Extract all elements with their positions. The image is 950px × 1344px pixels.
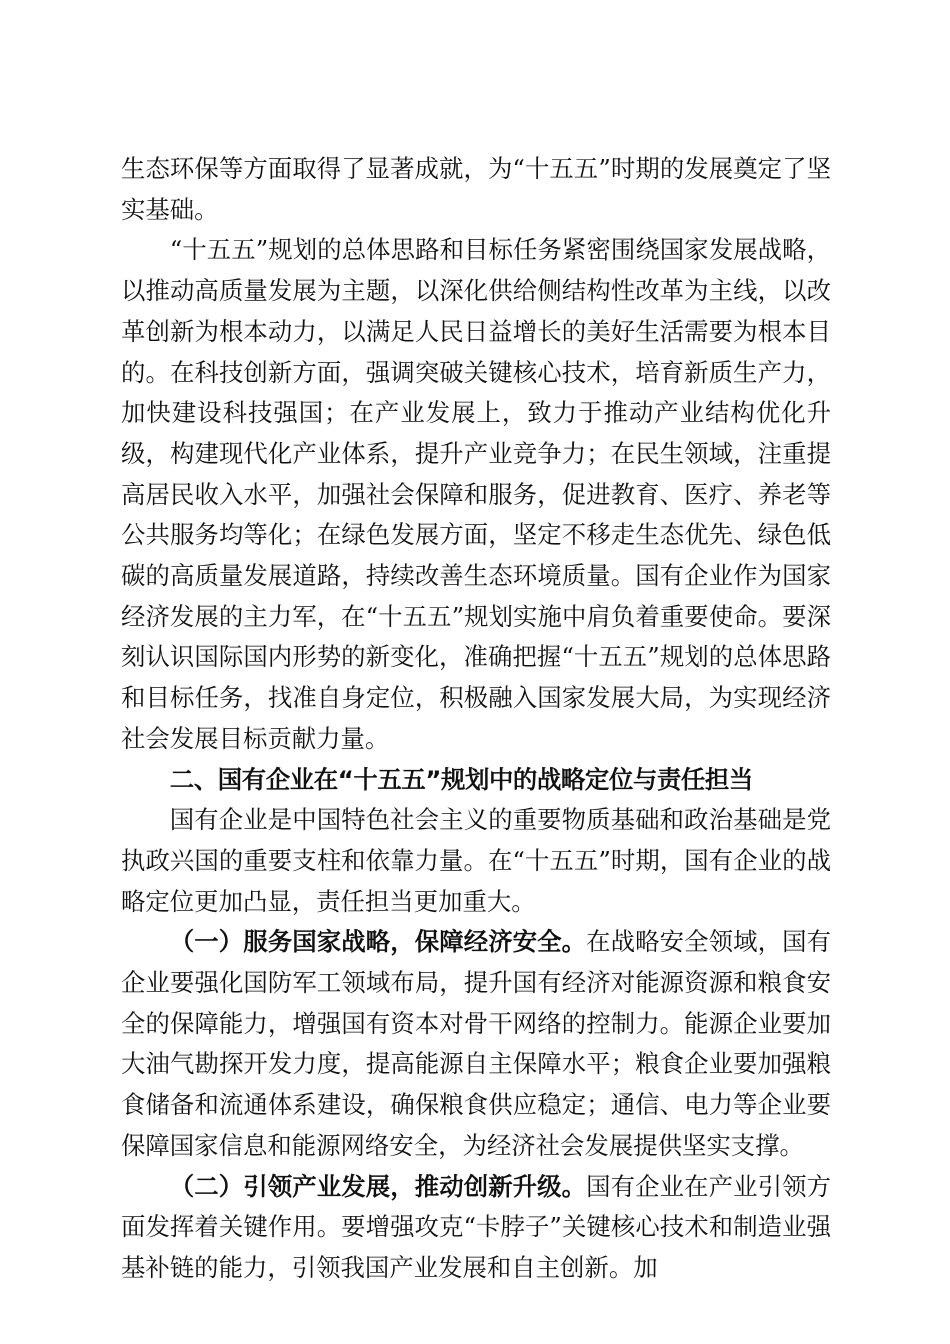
document-body bbox=[121, 149, 831, 1289]
paragraph-subsection-2 bbox=[121, 1167, 831, 1289]
subsection-2-body: 国有企业在产业引领方面发挥着关键作用。要增强攻克“卡脖子”关键核心技术和制造业强基补链的能力，引领我国产业发展和自主创新。加 bbox=[121, 1171, 831, 1282]
subsection-1-title: （一）服务国家战略，保障经济安全。 bbox=[169, 927, 587, 957]
paragraph-continuation: 生态环保等方面取得了显著成就，为“十五五”时期的发展奠定了坚实基础。 bbox=[121, 154, 831, 224]
paragraph-subsection-1 bbox=[121, 922, 831, 1166]
subsection-2-title: （二）引领产业发展，推动创新升级。 bbox=[169, 1171, 587, 1201]
paragraph-plan-overview: “十五五”规划的总体思路和目标任务紧密围绕国家发展战略，以推动高质量发展为主题，以深化供给侧结构性改革为主线，以改革创新为根本动力，以满足人民日益增长的美好生活需要为根本目的。在科技创新方面，强调突破关键核心技术，培育新质生产力，加快建设科技强国；在产业发展上，致力于推动产业结构优化升级，构建现代化产业体系，提升产业竞争力；在民生领域，注重提高居民收入水平，加强社会保障和服务，促进教育、医疗、养老等公共服务均等化；在绿色发展方面，坚定不移走生态优先、绿色低碳的高质量发展道路，持续改善生态环境质量。国有企业作为国家经济发展的主力军，在“十五五”规划实施中肩负着重要使命。要深刻认识国际国内形势的新变化，准确把握“十五五”规划的总体思路和目标任务，找准自身定位，积极融入国家发展大局，为实现经济社会发展目标贡献力量。 bbox=[121, 235, 831, 753]
paragraph-soe-role: 国有企业是中国特色社会主义的重要物质基础和政治基础是党执政兴国的重要支柱和依靠力量。在“十五五”时期，国有企业的战略定位更加凸显，责任担当更加重大。 bbox=[121, 805, 831, 916]
subsection-1-body: 在战略安全领域，国有企业要强化国防军工领域布局，提升国有经济对能源资源和粮食安全的保障能力，增强国有资本对骨干网络的控制力。能源企业要加大油气勘探开发力度，提高能源自主保障水平；粮食企业要加强粮食储备和流通体系建设，确保粮食供应稳定；通信、电力等企业要保障国家信息和能源网络安全，为经济社会发展提供坚实支撑。 bbox=[121, 927, 831, 1160]
section-heading-2: 二、国有企业在“十五五”规划中的战略定位与责任担当 bbox=[169, 764, 753, 794]
